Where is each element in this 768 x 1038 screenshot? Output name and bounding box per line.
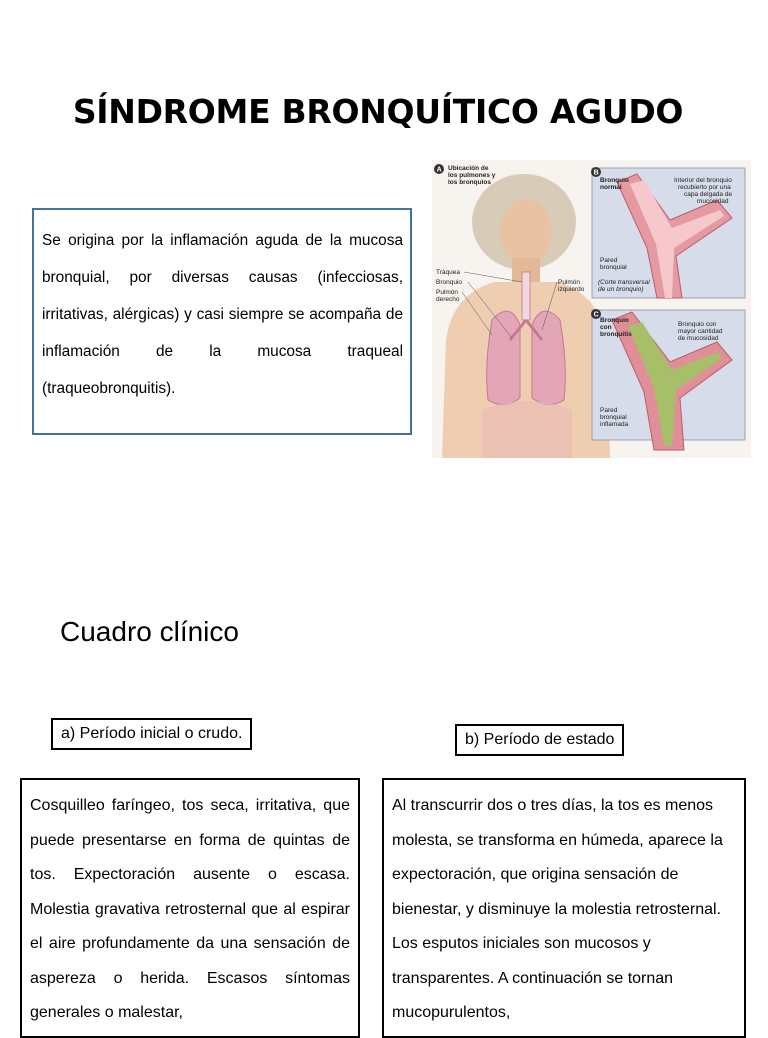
left-lung-shape	[532, 311, 565, 404]
intro-text-box	[32, 208, 412, 435]
clinical-heading: Cuadro clínico	[60, 616, 239, 647]
initial-period-label: a) Período inicial o crudo.	[51, 718, 252, 750]
page-title: SÍNDROME BRONQUÍTICO AGUDO	[72, 92, 684, 131]
intro-text: Se origina por la inflamación aguda de la mucosa bronquial, por diversas causas (infecciosas, irritativas, alérgicas) y casi siempre se acompaña de inflamación de la mucosa traqueal (traqueobronquitis).	[42, 232, 403, 397]
panel-a-caption-1: Ubicación de	[448, 165, 489, 172]
panel-c-title-1: Bronquio	[600, 317, 629, 324]
label-right-lung-1: Pulmón	[436, 289, 459, 296]
label-trachea: Tráquea	[436, 269, 460, 276]
panel-a	[434, 164, 610, 458]
bronchitis-illustration	[432, 160, 751, 458]
face-shape	[500, 199, 552, 265]
panel-a-caption-2: los pulmones y	[448, 172, 496, 179]
panel-a-caption-3: los bronquios	[448, 179, 491, 186]
panel-c-wall-3: inflamada	[600, 421, 629, 428]
panel-b-title-2: normal	[600, 184, 622, 191]
abdomen-shape	[482, 401, 572, 458]
panel-b-title-1: Bronquio	[600, 177, 629, 184]
panel-b-wall-2: bronquial	[600, 264, 627, 271]
panel-c	[591, 309, 745, 450]
panel-c-mucus-1: Bronquio con	[678, 321, 717, 328]
panel-b-section-2: de un bronquio)	[598, 286, 644, 293]
panel-b-letter: B	[593, 169, 599, 177]
panel-b	[591, 167, 745, 298]
panel-c-letter: C	[593, 311, 599, 319]
panel-c-title-2: con	[600, 324, 612, 331]
panel-a-letter: A	[436, 166, 442, 174]
panel-b-interior-3: capa delgada de	[684, 191, 733, 198]
panel-c-wall-2: bronquial	[600, 414, 627, 421]
label-bronchus: Bronquio	[436, 279, 463, 286]
label-left-lung-2: izquierdo	[558, 286, 585, 293]
initial-period-text-box	[20, 778, 360, 1038]
label-left-lung-1: Pulmón	[558, 279, 581, 286]
label-right-lung-2: derecho	[436, 296, 460, 303]
panel-b-interior-2: recubierto por una	[678, 184, 731, 191]
illustration-svg	[432, 160, 751, 458]
state-period-label: b) Período de estado	[455, 724, 624, 756]
panel-b-section-1: (Corte transversal	[598, 279, 650, 286]
initial-period-text: Cosquilleo faríngeo, tos seca, irritativa, que puede presentarse en forma de quintas de tos. Expectoración ausente o escasa. Molestia gravativa retrosternal que al espirar el aire profundamente da una sensación de aspereza o herida. Escasos síntomas generales o malestar,	[30, 797, 350, 1021]
panel-b-interior-4: mucosidad	[697, 198, 729, 205]
panel-c-wall-1: Pared	[600, 407, 618, 414]
state-period-text: Al transcurrir dos o tres días, la tos es menos molesta, se transforma en húmeda, aparece la expectoración, que origina sensación de bienestar, y disminuye la molestia retrosternal. Los esputos iniciales son mucosos y transparentes. A continuación se tornan mucopurulentos,	[392, 797, 723, 1021]
trachea-shape	[522, 272, 530, 320]
panel-b-interior-1: Interior del bronquio	[674, 177, 732, 184]
right-lung-shape	[487, 311, 520, 404]
panel-c-title-3: bronquitis	[600, 331, 632, 338]
state-period-text-box	[382, 778, 746, 1038]
panel-c-mucus-2: mayor cantidad	[678, 328, 723, 335]
panel-b-wall-1: Pared	[600, 257, 618, 264]
panel-c-mucus-3: de mucosidad	[678, 335, 719, 342]
